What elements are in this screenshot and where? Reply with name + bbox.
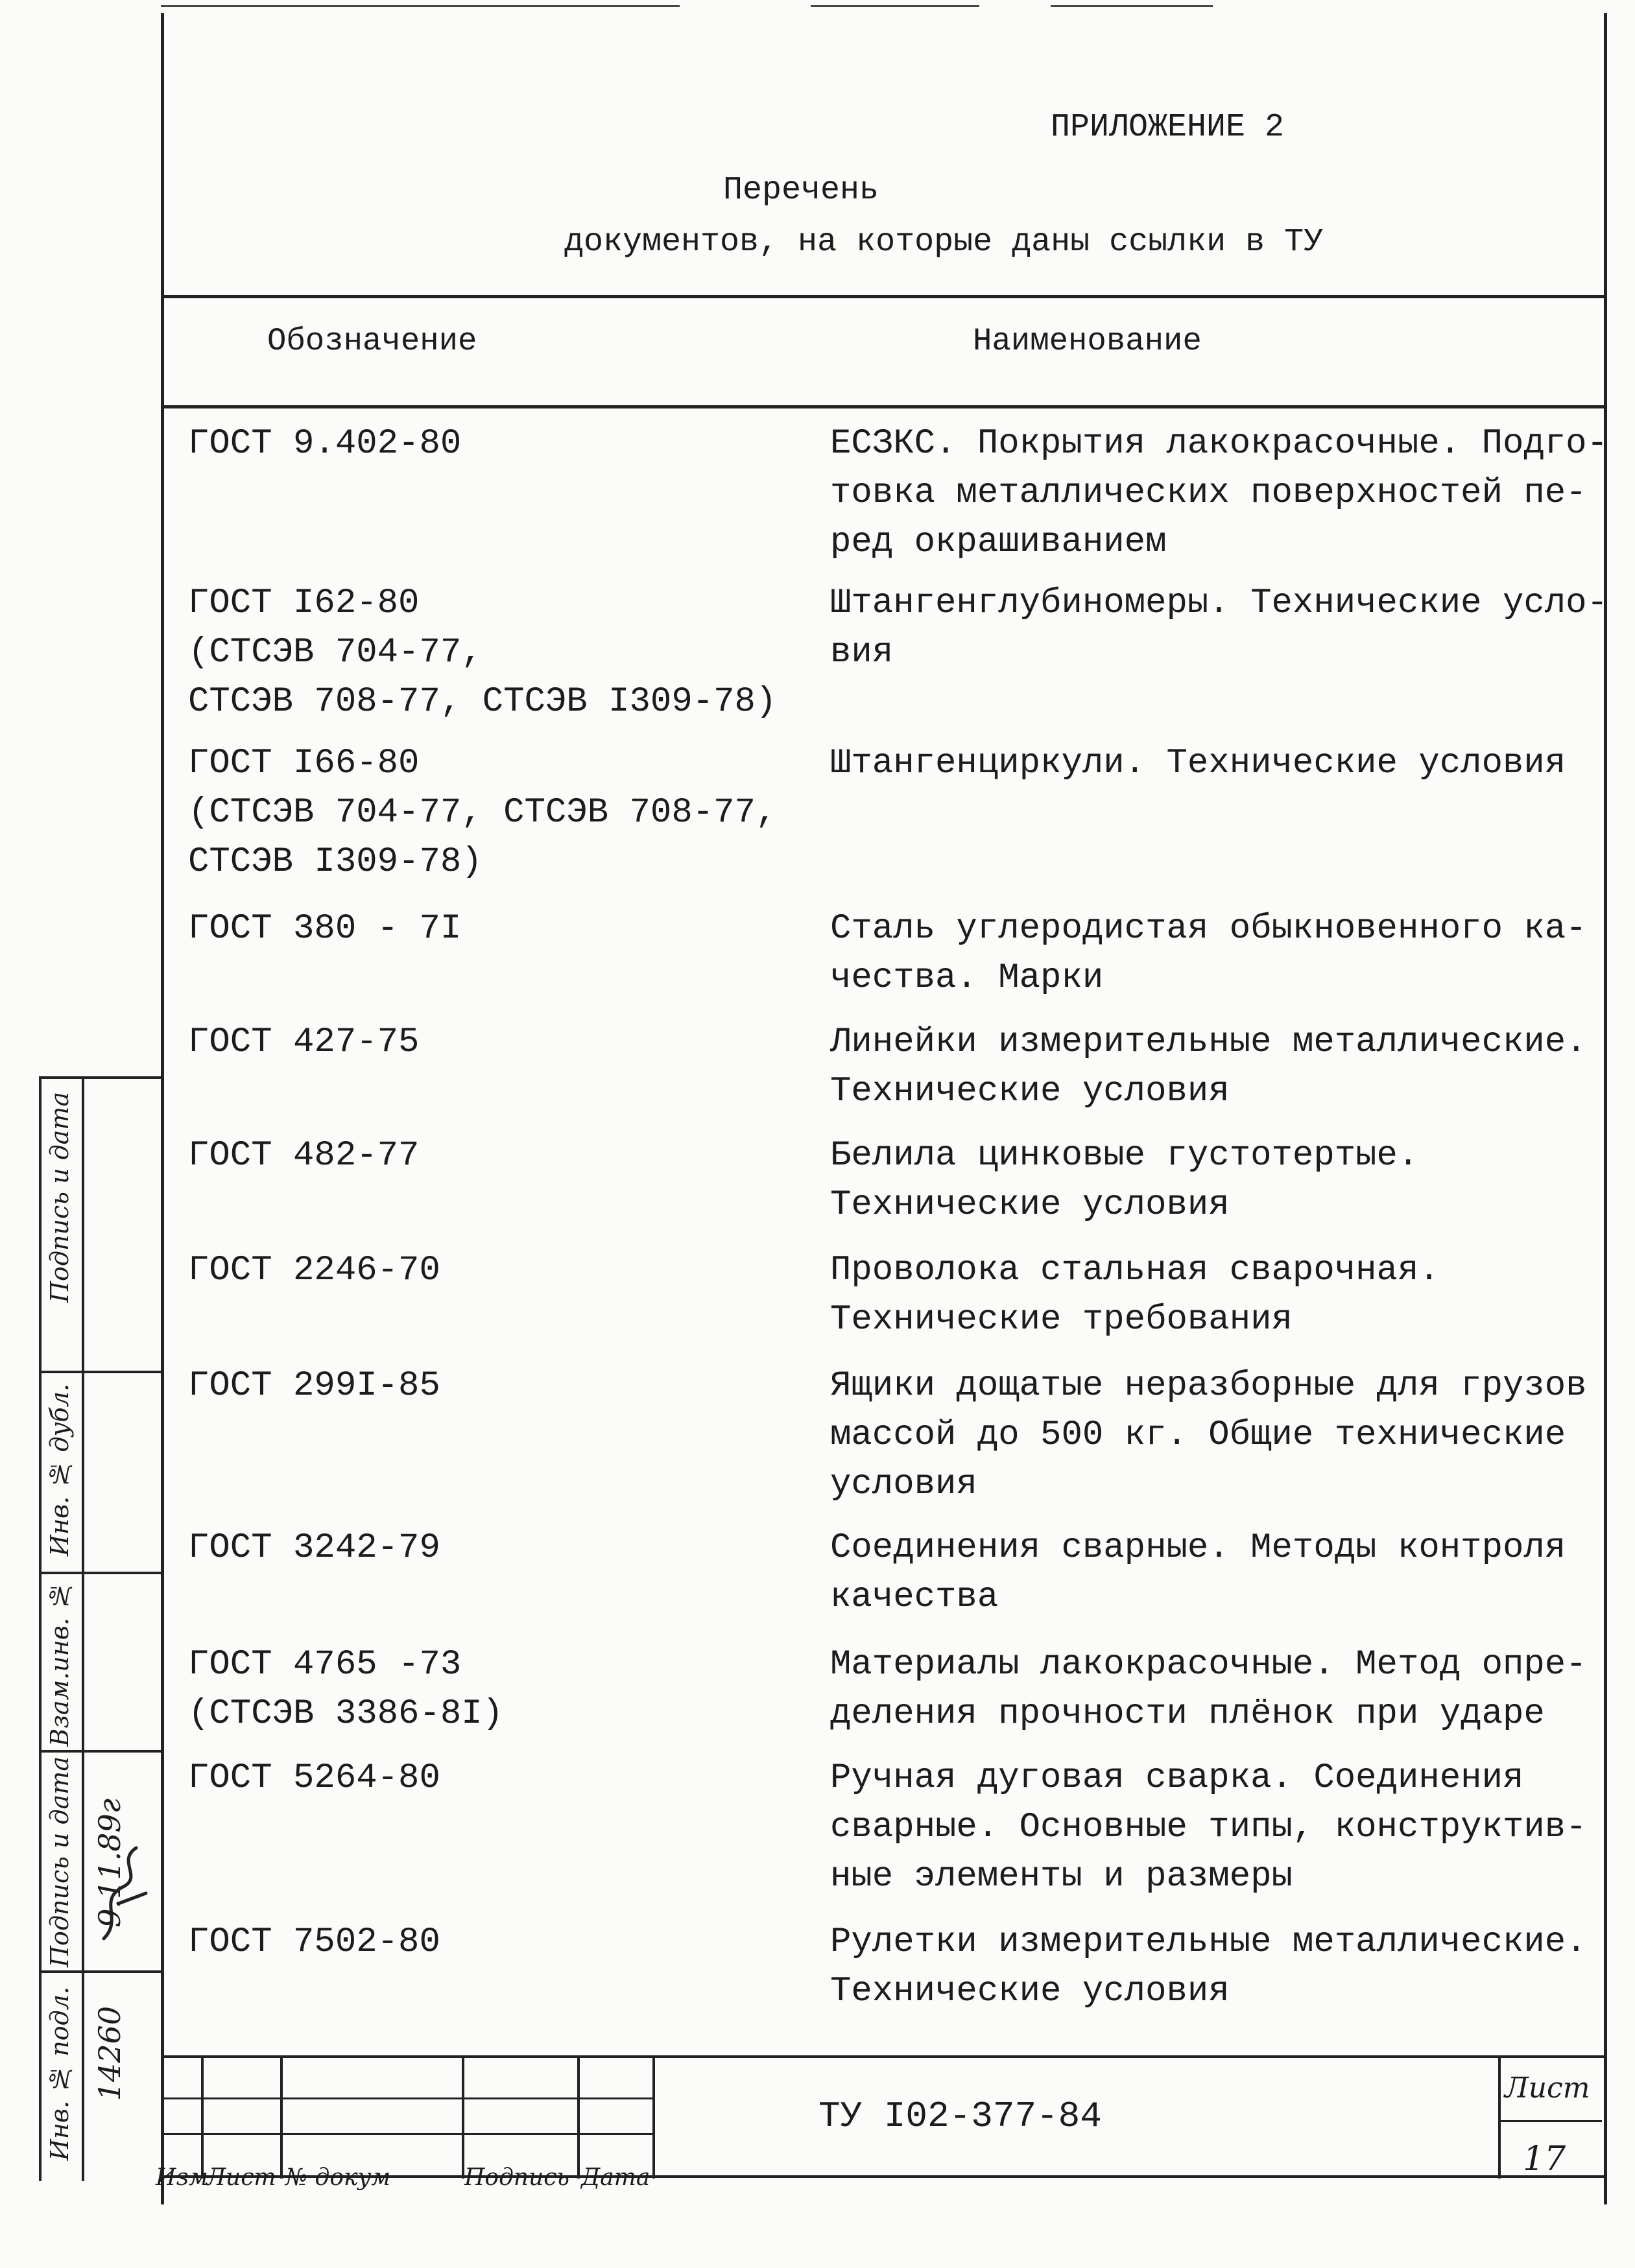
- approval-date: 9.11.89г: [92, 1799, 127, 1928]
- page-subtitle: документов, на которые даны ссылки в ТУ: [564, 224, 1324, 261]
- document-code: ТУ I02-377-84: [818, 2096, 1102, 2137]
- row-name: Сталь углеродистая обыкновенного ка- чества. Марки: [830, 909, 1587, 998]
- header-top-rule: [161, 295, 1604, 298]
- row-designation: ГОСТ 482-77: [188, 1136, 420, 1175]
- stamp-row-rule: [161, 2133, 654, 2135]
- stamp-col-rule: [577, 2055, 580, 2179]
- row-name: ЕСЗКС. Покрытия лакокрасочные. Подго- товка металлических поверхностей пе- ред окрашиванием: [830, 424, 1608, 562]
- row-designation: ГОСТ 427-75: [188, 1022, 420, 1062]
- row-name: Ручная дуговая сварка. Соединения сварные. Основные типы, конструктив- ные элементы и размеры: [830, 1758, 1587, 1896]
- side-divider: [42, 1572, 161, 1574]
- row-designation: ГОСТ 7502-80: [188, 1922, 440, 1962]
- stamp-row-rule: [161, 2097, 654, 2099]
- side-label-signature-date: Подпись и дата: [45, 1756, 74, 1968]
- side-divider: [42, 1371, 161, 1373]
- side-divider: [42, 1750, 161, 1753]
- row-designation: ГОСТ 4765 -73 (СТСЭВ 3386-8I): [188, 1645, 504, 1734]
- appendix-label: ПРИЛОЖЕНИЕ 2: [1051, 109, 1285, 146]
- row-designation: ГОСТ 2246-70: [188, 1251, 440, 1290]
- row-name: Штангенциркули. Технические условия: [830, 744, 1566, 783]
- top-edge-line: [161, 5, 680, 7]
- stamp-label-docnum: № докум: [285, 2164, 391, 2191]
- side-approval-block: [39, 1076, 161, 2181]
- side-label-replacement-inv: Взам.инв. №: [45, 1581, 74, 1747]
- top-edge-line: [1051, 5, 1213, 7]
- stamp-top-rule: [161, 2055, 1604, 2058]
- stamp-sheet-rule: [1498, 2120, 1602, 2122]
- stamp-col-rule: [201, 2055, 204, 2179]
- side-divider: [82, 1079, 84, 2181]
- inv-number: 14260: [92, 2006, 127, 2101]
- row-name: Белила цинковые густотертые. Технические условия: [830, 1136, 1419, 1225]
- row-name: Ящики дощатые неразборные для грузов массой до 500 кг. Общие технические условия: [830, 1366, 1587, 1504]
- row-name: Материалы лакокрасочные. Метод опре- деления прочности плёнок при ударе: [830, 1645, 1587, 1734]
- row-designation: ГОСТ 3242-79: [188, 1528, 440, 1568]
- row-designation: ГОСТ 380 - 7I: [188, 909, 462, 949]
- page-title: Перечень: [723, 172, 879, 209]
- stamp-col-rule: [462, 2055, 464, 2179]
- row-designation: ГОСТ 5264-80: [188, 1758, 440, 1798]
- row-designation: ГОСТ 9.402-80: [188, 424, 462, 464]
- stamp-col-rule: [652, 2055, 655, 2179]
- sheet-number: 17: [1523, 2140, 1566, 2179]
- column-header-name: Наименование: [973, 323, 1202, 359]
- row-name: Соединения сварные. Методы контроля качества: [830, 1528, 1566, 1617]
- side-label-inv-original: Инв. № подл.: [45, 1987, 74, 2161]
- side-divider: [42, 1970, 161, 1973]
- stamp-label-change: Изм: [156, 2164, 208, 2191]
- stamp-label-sheet: Лист: [206, 2164, 276, 2191]
- header-bottom-rule: [161, 405, 1604, 408]
- handwritten-signature: [91, 1841, 156, 1945]
- sheet-label: Лист: [1505, 2072, 1590, 2105]
- side-label-inv-duplicate: Инв. № дубл.: [45, 1384, 74, 1557]
- column-header-designation: Обозначение: [267, 323, 477, 359]
- row-designation: ГОСТ 299I-85: [188, 1366, 440, 1406]
- stamp-label-signature: Подпись: [464, 2164, 570, 2191]
- stamp-col-rule: [1498, 2055, 1501, 2179]
- stamp-label-date: Дата: [581, 2164, 650, 2191]
- row-name: Рулетки измерительные металлические. Технические условия: [830, 1922, 1587, 2011]
- side-label-signature-date: Подпись и дата: [45, 1092, 74, 1303]
- row-designation: ГОСТ I62-80 (СТСЭВ 704-77, СТСЭВ 708-77, СТСЭВ I309-78): [188, 584, 777, 722]
- row-name: Линейки измерительные металлические. Технические условия: [830, 1022, 1587, 1111]
- row-name: Штангенглубиномеры. Технические усло- вия: [830, 584, 1608, 672]
- row-designation: ГОСТ I66-80 (СТСЭВ 704-77, СТСЭВ 708-77, СТСЭВ I309-78): [188, 744, 777, 882]
- stamp-col-rule: [280, 2055, 283, 2179]
- row-name: Проволока стальная сварочная. Технические требования: [830, 1251, 1440, 1340]
- top-edge-line: [811, 5, 979, 7]
